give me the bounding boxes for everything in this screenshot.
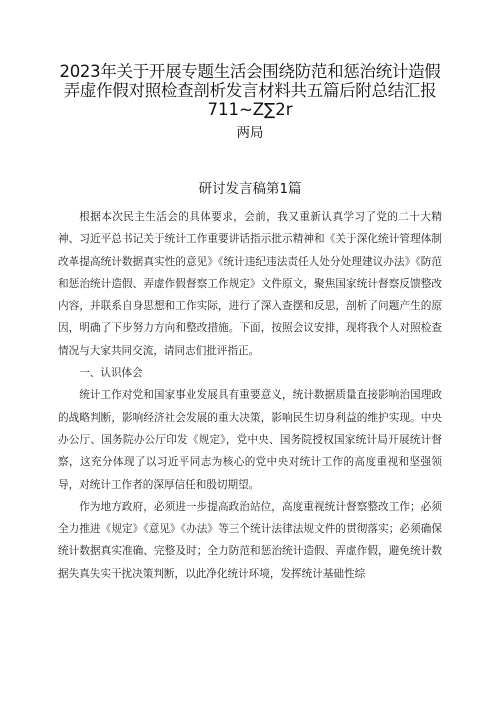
document-body <box>58 206 442 585</box>
paragraph: 统计工作对党和国家事业发展具有重要意义，统计数据质量直接影响治国理政的战略判断，影响经济社会发展的重大决策，影响民生切身利益的维护实现。中央办公厅、国务院办公厅印发《规定》，党中央、国务院授权国家统计局开展统计督察，这充分体现了以习近平同志为核心的党中央对统计工作的高度重视和坚强领导，对统计工作者的深厚信任和殷切期望。 <box>58 389 442 491</box>
paragraph: 作为地方政府，必须进一步提高政治站位，高度重视统计督察整改工作；必须全力推进《规定》《意见》《办法》等三个统计法律法规文件的贯彻落实；必须确保统计数据真实准确、完整及时；全力防范和惩治统计造假、弄虚作假，避免统计数据失真失实干扰决策判断，以此净化统计环境，发挥统计基础性综 <box>58 500 442 580</box>
section-heading: 研讨发言稿第1篇 <box>198 181 302 197</box>
title-line-3: 711~Z∑2r <box>207 100 293 119</box>
paragraph: 根据本次民主生活会的具体要求，会前，我又重新认真学习了党的二十大精神、习近平总书记关于统计工作重要讲话指示批示精神和《关于深化统计管理体制改革提高统计数据真实性的意见》《统计违纪违法责任人处分处理建议办法》《防范和惩治统计造假、弄虚作假督察工作规定》文件原文，聚焦国家统计督察反馈整改内容，并联系自身思想和工作实际，进行了深入查摆和反思，剖析了问题产生的原因，明确了下步努力方向和整改措施。下面，按照会议安排，现将我个人对照检查情况与大家共同交流，请同志们批评指正。 <box>58 211 442 357</box>
title-line-1: 2023年关于开展专题生活会围绕防范和惩治统计造假 <box>59 62 441 81</box>
subheading: 一、认识体会 <box>79 367 143 380</box>
document-author: 两局 <box>236 125 264 141</box>
document-title <box>40 62 460 119</box>
title-line-2: 弄虚作假对照检查剖析发言材料共五篇后附总结汇报 <box>63 81 437 100</box>
